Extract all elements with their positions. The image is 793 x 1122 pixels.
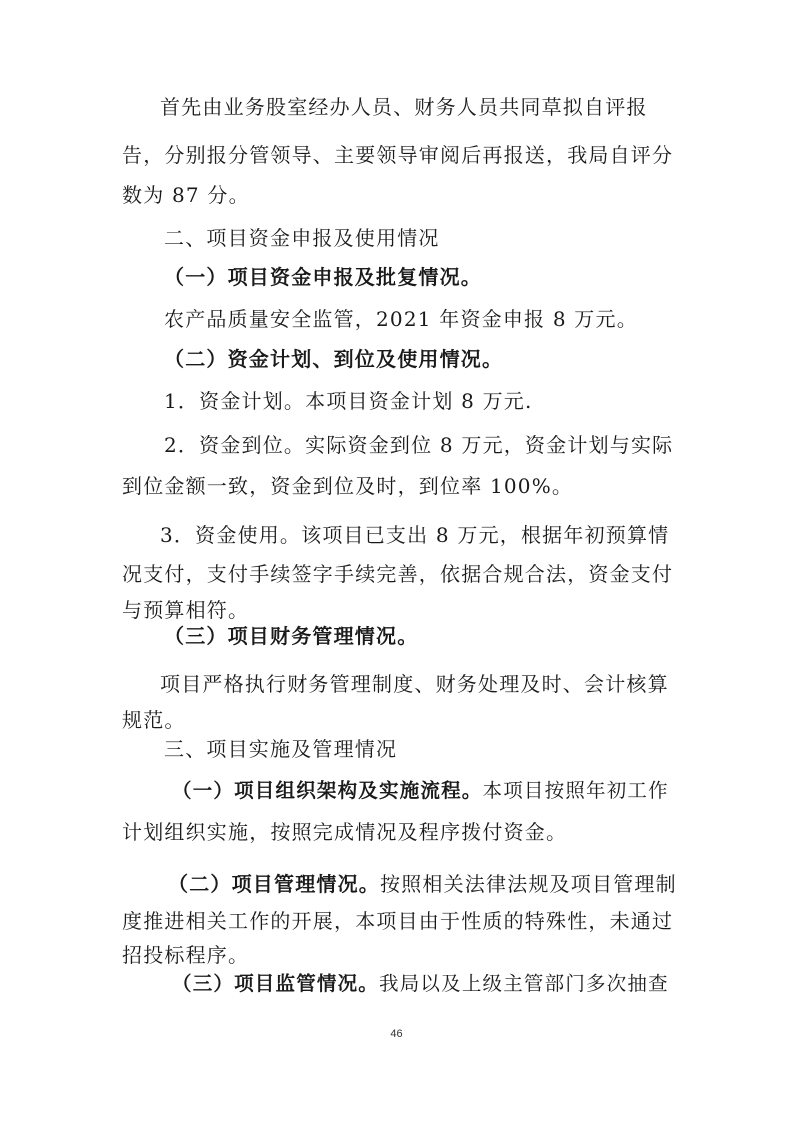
list-item: 3．资金使用。该项目已支出 8 万元，根据年初预算情 xyxy=(160,523,670,547)
subsection-heading: （一）项目资金申报及批复情况。 xyxy=(164,265,482,289)
paragraph-line: 农产品质量安全监管，2021 年资金申报 8 万元。 xyxy=(164,307,638,331)
inline-text: 按照相关法律法规及项目管理制 xyxy=(380,872,677,896)
paragraph-line xyxy=(168,870,677,898)
section-heading: 二、项目资金申报及使用情况 xyxy=(164,226,440,250)
paragraph-line: 招投标程序。 xyxy=(122,943,250,967)
subsection-heading: （三）项目财务管理情况。 xyxy=(164,624,419,648)
paragraph-line xyxy=(172,970,669,998)
paragraph-line: 数为 87 分。 xyxy=(122,183,250,207)
paragraph-line: 告，分别报分管领导、主要领导审阅后再报送，我局自评分 xyxy=(122,143,674,167)
subsection-heading: （二）资金计划、到位及使用情况。 xyxy=(164,347,504,371)
paragraph-line: 与预算相符。 xyxy=(122,598,250,622)
inline-text: 本项目按照年初工作 xyxy=(482,779,669,802)
paragraph-line xyxy=(172,777,669,805)
inline-heading: （二）项目管理情况。 xyxy=(168,872,380,896)
list-item: 2．资金到位。实际资金到位 8 万元，资金计划与实际 xyxy=(164,433,674,457)
paragraph-line: 项目严格执行财务管理制度、财务处理及时、会计核算 xyxy=(160,672,669,696)
paragraph-line: 计划组织实施，按照完成情况及程序拨付资金。 xyxy=(122,820,568,844)
paragraph-line: 首先由业务股室经办人员、财务人员共同草拟自评报 xyxy=(160,95,648,119)
paragraph-line: 规范。 xyxy=(122,708,186,732)
inline-heading: （三）项目监管情况。 xyxy=(172,972,380,995)
paragraph-line: 况支付，支付手续签字手续完善，依据合规合法，资金支付 xyxy=(122,562,674,586)
inline-text: 我局以及上级主管部门多次抽查 xyxy=(379,972,669,995)
section-heading: 三、项目实施及管理情况 xyxy=(164,737,398,761)
paragraph-line: 到位金额一致，资金到位及时，到位率 100%。 xyxy=(122,474,574,498)
list-item: 1．资金计划。本项目资金计划 8 万元. xyxy=(164,389,533,413)
paragraph-line: 度推进相关工作的开展，本项目由于性质的特殊性，未通过 xyxy=(122,909,674,933)
page-number: 46 xyxy=(390,1028,403,1040)
inline-heading: （一）项目组织架构及实施流程。 xyxy=(172,779,483,802)
